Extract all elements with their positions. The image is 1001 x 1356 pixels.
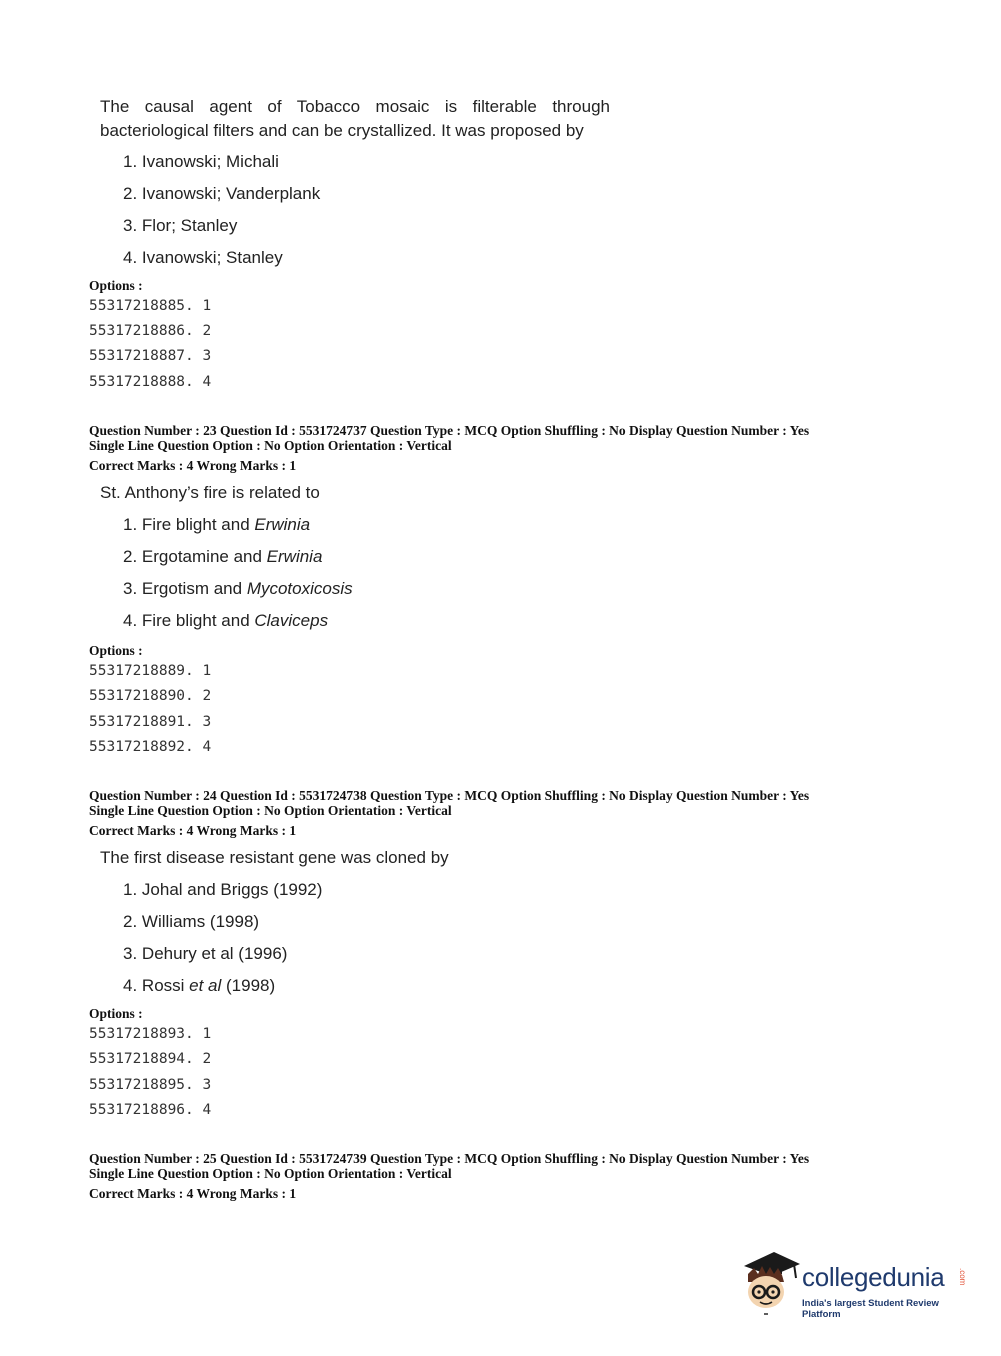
q24-meta-line1: Question Number : 24 Question Id : 5531724738 Question Type : MCQ Option Shuffling : No Display Question Number : Yes [89, 788, 810, 803]
q22-choice-1: 1. Ivanowski; Michali [123, 152, 279, 171]
q22-option-2: 55317218886. 2 [89, 323, 212, 339]
q24-choice-3: 3. Dehury et al (1996) [123, 944, 288, 963]
q22-choice-3: 3. Flor; Stanley [123, 216, 238, 235]
q25-meta-line2: Single Line Question Option : No Option Orientation : Vertical [89, 1166, 452, 1181]
q24-choice-4: 4. Rossi et al (1998) [123, 976, 276, 995]
q25-meta-line3: Correct Marks : 4 Wrong Marks : 1 [89, 1186, 297, 1201]
q22-choice-2: 2. Ivanowski; Vanderplank [123, 184, 321, 203]
logo-suffix: .com [958, 1268, 967, 1286]
q22-option-1: 55317218885. 1 [89, 298, 212, 314]
q24-choice-2: 2. Williams (1998) [123, 912, 260, 931]
q22-option-3: 55317218887. 3 [89, 348, 212, 364]
q24-option-3: 55317218895. 3 [89, 1077, 212, 1093]
logo-tagline: India's largest Student Review Platform [802, 1298, 939, 1320]
q22-stem: The causal agent of Tobacco mosaic is filterable through bacteriological filters and can be crystallized. It was proposed by [100, 97, 610, 140]
mascot-icon [740, 1248, 802, 1320]
q23-stem: St. Anthony’s fire is related to [100, 483, 320, 502]
q22-options-label: Options : [89, 278, 143, 293]
q24-option-2: 55317218894. 2 [89, 1051, 212, 1067]
q23-meta-line1: Question Number : 23 Question Id : 5531724737 Question Type : MCQ Option Shuffling : No Display Question Number : Yes [89, 423, 810, 438]
q23-options-label: Options : [89, 643, 143, 658]
q22-option-4: 55317218888. 4 [89, 374, 212, 390]
q23-option-4: 55317218892. 4 [89, 739, 212, 755]
q24-options-label: Options : [89, 1006, 143, 1021]
q23-choice-2: 2. Ergotamine and Erwinia [123, 547, 323, 566]
q23-option-3: 55317218891. 3 [89, 714, 212, 730]
q24-option-1: 55317218893. 1 [89, 1026, 212, 1042]
q24-meta-line2: Single Line Question Option : No Option Orientation : Vertical [89, 803, 452, 818]
logo-wordmark: collegedunia [802, 1262, 945, 1292]
q23-choice-1: 1. Fire blight and Erwinia [123, 515, 311, 534]
q23-option-1: 55317218889. 1 [89, 663, 212, 679]
q23-choice-4: 4. Fire blight and Claviceps [123, 611, 329, 630]
q25-meta-line1: Question Number : 25 Question Id : 5531724739 Question Type : MCQ Option Shuffling : No Display Question Number : Yes [89, 1151, 810, 1166]
q23-meta-line2: Single Line Question Option : No Option Orientation : Vertical [89, 438, 452, 453]
collegedunia-logo [740, 1248, 970, 1320]
q24-stem: The first disease resistant gene was cloned by [100, 848, 449, 867]
q23-option-2: 55317218890. 2 [89, 688, 212, 704]
q23-choice-3: 3. Ergotism and Mycotoxicosis [123, 579, 353, 598]
q24-choice-1: 1. Johal and Briggs (1992) [123, 880, 323, 899]
q24-option-4: 55317218896. 4 [89, 1102, 212, 1118]
q24-meta-line3: Correct Marks : 4 Wrong Marks : 1 [89, 823, 297, 838]
q23-meta-line3: Correct Marks : 4 Wrong Marks : 1 [89, 458, 297, 473]
q22-choice-4: 4. Ivanowski; Stanley [123, 248, 283, 267]
